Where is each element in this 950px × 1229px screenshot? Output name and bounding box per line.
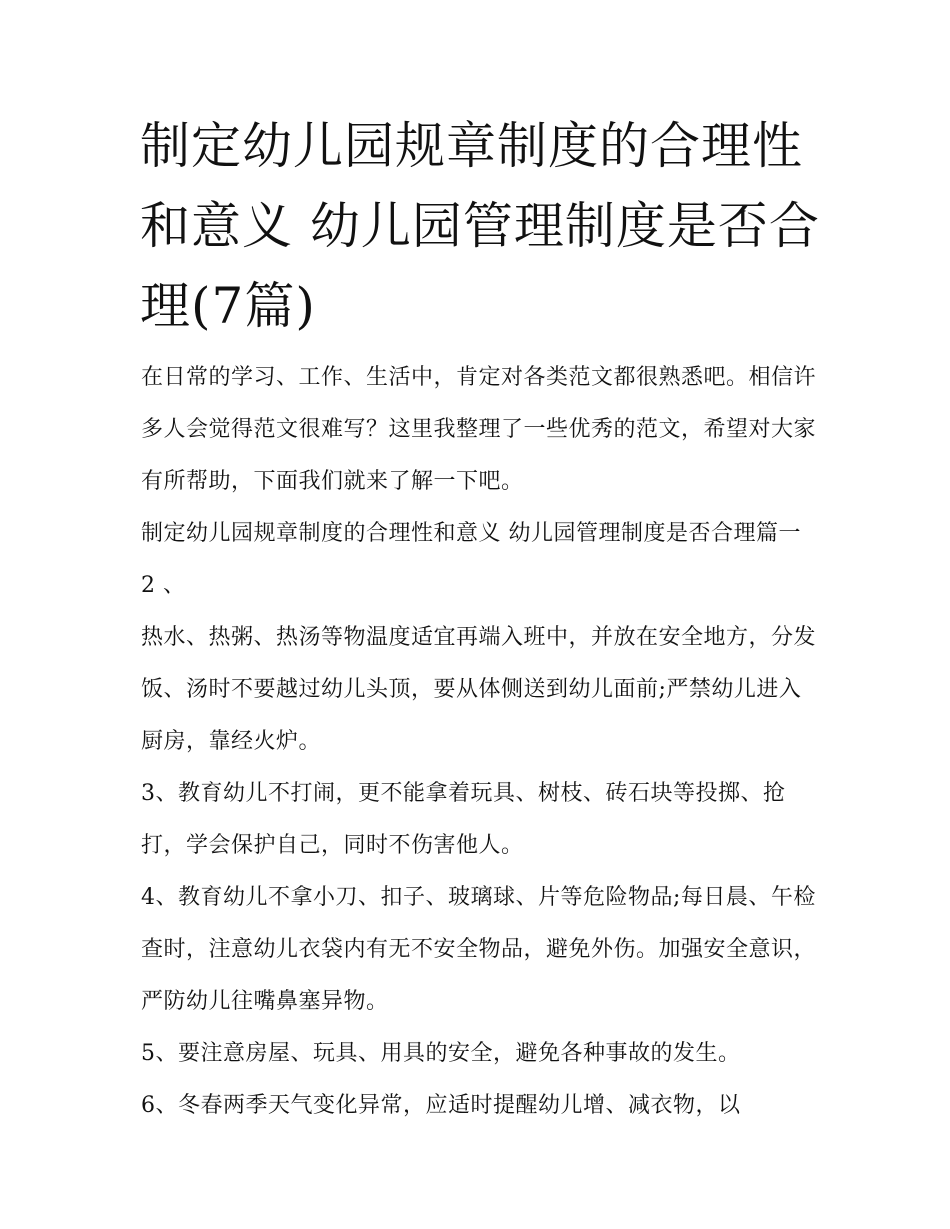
- section-heading-paragraph: 制定幼儿园规章制度的合理性和意义 幼儿园管理制度是否合理篇一 2 、: [141, 521, 801, 598]
- hot-food-safety-paragraph: 热水、热粥、热汤等物温度适宜再端入班中，并放在安全地方，分发饭、汤时不要越过幼儿头顶，要从体侧送到幼儿面前;严禁幼儿进入厨房，靠经火炉。: [141, 625, 817, 754]
- intro-paragraph: 在日常的学习、工作、生活中，肯定对各类范文都很熟悉吧。相信许多人会觉得范文很难写？这里我整理了一些优秀的范文，希望对大家有所帮助，下面我们就来了解一下吧。: [141, 365, 817, 494]
- rule-3-paragraph: 3、教育幼儿不打闹，更不能拿着玩具、树枝、砖石块等投掷、抢打，学会保护自己，同时不伤害他人。: [141, 781, 786, 858]
- document-title: 制定幼儿园规章制度的合理性和意义 幼儿园管理制度是否合理(7篇): [140, 117, 820, 335]
- document-body: [141, 352, 821, 1132]
- rule-4-paragraph: 4、教育幼儿不拿小刀、扣子、玻璃球、片等危险物品;每日晨、午检查时，注意幼儿衣袋内有无不安全物品，避免外伤。加强安全意识，严防幼儿往嘴鼻塞异物。: [141, 885, 817, 1014]
- rule-5-paragraph: 5、要注意房屋、玩具、用具的安全，避免各种事故的发生。: [141, 1041, 741, 1066]
- rule-6-paragraph: 6、冬春两季天气变化异常，应适时提醒幼儿增、减衣物，以: [141, 1093, 741, 1118]
